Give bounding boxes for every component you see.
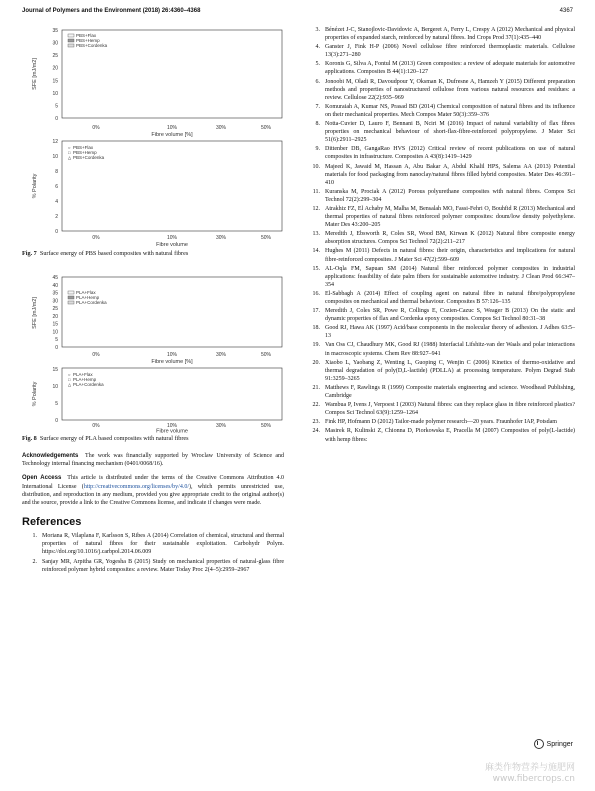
reference-item — [305, 60, 575, 76]
legend-entry: PLA+Cordenka — [73, 382, 104, 387]
reference-number: 2. — [32, 558, 37, 565]
caption-number: Fig. 8 — [22, 435, 37, 442]
reference-number: 12. — [312, 205, 320, 212]
publisher-logo — [534, 739, 573, 749]
legend-entry: PBS+Cordenka — [76, 43, 108, 48]
fig8-top-xtick: 50% — [260, 352, 272, 358]
reference-item — [305, 163, 575, 187]
legend-entry: PBS+Flax — [73, 145, 94, 150]
reference-item — [305, 145, 575, 161]
open-access-notice — [22, 474, 284, 507]
reference-item — [305, 188, 575, 204]
open-access-heading: Open Access — [22, 475, 62, 482]
fig7-top-ytick: 0 — [55, 116, 58, 122]
reference-number: 20. — [312, 359, 320, 366]
site-watermark — [485, 763, 575, 785]
fig8-top-ytick: 25 — [52, 306, 58, 313]
svg-text:○: ○ — [68, 372, 71, 377]
reference-number: 19. — [312, 342, 320, 349]
watermark-line: 麻类作物营养与施肥网 — [484, 763, 575, 773]
reference-text: Sanjay MR, Arpitha GR, Yogesha B (2015) Study on mechanical properties of natural-glass fibre reinforced polymer hybrid composites: a review. Mater Today Proc 2(4–5):2959–2967 — [42, 558, 284, 573]
reference-item — [305, 205, 575, 229]
fig8-top-xtick: 30% — [215, 352, 227, 358]
open-access-text: This article is distributed under the terms of the Creative Commons Attribution 4.0 International License ( — [22, 475, 285, 490]
fig7-top-xtick: 30% — [215, 125, 227, 131]
reference-text: Jonoobi M, Oladi R, Davoudpour Y, Oksman K, Dufresne A, Hamzeh Y (2015) Different preparation methods and properties of nanostructured cellulose from various natural resources and residues: a review. Cellulose 22(2):935–969 — [325, 78, 575, 101]
open-access-text-cont: ), which permits unrestricted use, distribution, and reproduction in any medium, provided you give appropriate credit to the original author(s) and the source, provide a link to the Creative Commons license, and indicate if changes were made. — [22, 483, 284, 507]
fig8-bottom-ytick: 10 — [52, 384, 58, 390]
fig7-top-ytick: 20 — [52, 65, 58, 72]
acknowledgements-heading: Acknowledgements — [22, 453, 79, 459]
reference-number: 21. — [312, 384, 320, 391]
reference-text: AL-Oqla FM, Sapuan SM (2014) Natural fiber reinforced polymer composites in industrial applications: feasibility of date palm fibers for sustainable automotive industry. J Clean Prod 66:347–354 — [325, 265, 575, 288]
figure-7 — [22, 26, 284, 257]
legend-entry: PLA+Cordenka — [76, 300, 107, 305]
reference-number: 17. — [312, 308, 320, 315]
figure-7-plot — [22, 26, 284, 248]
fig8-top-ytick: 40 — [52, 282, 58, 289]
reference-text: Majeed K, Jawaid M, Hassan A, Abu Bakar A, Abdul Khalil HPS, Salema AA (2013) Potential materials for food packaging from nanoclay/natural fibres filled hybrid composites. Mater Des 46:391–410 — [325, 163, 575, 186]
fig8-bottom-xtick: 50% — [260, 423, 272, 429]
page-number: 4367 — [559, 8, 573, 14]
fig8-bottom-ylabel: % Polarity — [32, 381, 38, 407]
fig7-bottom-ytick: 4 — [55, 199, 58, 205]
legend-entry: PLA+Flax — [76, 290, 96, 295]
caption-text: Surface energy of PLA based composites with natural fibres — [39, 435, 189, 442]
fig7-top-xtick: 50% — [260, 125, 272, 131]
fig8-bottom-legend — [68, 372, 104, 387]
figure-8-caption — [22, 435, 284, 442]
running-header — [22, 6, 573, 16]
fig8-top-ylabel: SFE [mJ/m2] — [32, 297, 38, 329]
acknowledgements-text: The work was financially supported by Wroclaw University of Science and Technology internal financing mechanism (0401/0068/16). — [22, 453, 284, 468]
reference-number: 8. — [315, 121, 320, 128]
svg-text:□: □ — [68, 150, 71, 155]
fig8-mid-xlabel: Fibre volume [%] — [151, 359, 193, 365]
reference-item — [305, 230, 575, 246]
fig8-top-ytick: 35 — [52, 290, 58, 297]
reference-text: Masirek R, Kulinski Z, Chionna D, Piorkowska E, Pracella M (2007) Composites of poly(L-lactide) with hemp fibres: — [325, 428, 575, 443]
reference-text: Ganster J, Fink H-P (2006) Novel cellulose fibre reinforced thermoplastic materials. Cellulose 13(3):271–280 — [325, 44, 575, 59]
fig7-bottom-xtick: 30% — [215, 235, 227, 241]
reference-text: Fink HP, Hofmann D (2012) Tailor-made polymer research—20 years. Fraunhofer IAP, Potsdam — [325, 419, 557, 426]
reference-number: 22. — [312, 402, 320, 409]
fig8-top-frame — [62, 277, 282, 347]
reference-text: Xiaobo L, Yaobang Z, Wenting L, Guoping C, Wenjin C (2006) Kinetics of thermo-oxidative and thermal degradation of poly(D,L-lactide) (PDLLA) at processing temperature. Polym Degrad Stab 91:3259–3265 — [325, 359, 575, 382]
left-column — [22, 26, 284, 575]
fig7-bottom-ytick: 2 — [55, 214, 58, 220]
fig7-bottom-ytick: 8 — [55, 169, 58, 175]
fig7-top-legend — [68, 33, 108, 48]
reference-text: Good RJ, Hawa AK (1997) Acid/base components in the molecular theory of adhesion. J Adhes 63:5–13 — [325, 325, 575, 340]
reference-number: 7. — [315, 103, 320, 110]
fig8-top-xtick: 0% — [92, 352, 100, 358]
reference-item — [305, 290, 575, 306]
svg-text:△: △ — [68, 155, 72, 160]
fig7-bottom-ytick: 6 — [55, 184, 58, 190]
reference-item — [305, 401, 575, 417]
reference-text: Dittenber DB, GangaRao HVS (2012) Critical review of recent publications on use of natural composites in infrastructure. Composites A 43(8):1419–1429 — [325, 146, 575, 161]
fig7-bottom-ytick: 0 — [55, 229, 58, 235]
fig8-top-ytick: 10 — [52, 329, 58, 336]
legend-entry: PBS+Cordenka — [73, 155, 105, 160]
reference-text: Notta-Cuvier D, Lauro F, Bennani B, Nciri M (2016) Impact of natural variability of flax fibres properties on mechanical behaviour of short-flax-fibre-reinforced polypropylene. J Mater Sci 51(6):2911–2925 — [325, 121, 575, 144]
reference-number: 5. — [315, 61, 320, 68]
reference-number: 14. — [312, 248, 320, 255]
publisher-name: Springer — [546, 740, 573, 748]
reference-item — [305, 78, 575, 102]
acknowledgements — [22, 452, 284, 468]
reference-item — [305, 384, 575, 400]
reference-text: Kuranska M, Prociak A (2012) Porous polyurethane composites with natural fibres. Compos Sci Technol 72(2):299–304 — [325, 188, 575, 203]
fig7-bottom-ytick: 10 — [52, 154, 58, 160]
reference-number: 11. — [312, 188, 320, 195]
fig7-top-ytick: 35 — [52, 28, 58, 34]
reference-number: 9. — [315, 146, 320, 153]
fig7-top-ytick: 30 — [52, 40, 58, 47]
legend-entry: PBS+Hemp — [73, 150, 97, 155]
fig7-bottom-ytick: 12 — [52, 139, 58, 145]
right-column — [305, 26, 575, 445]
reference-text: Matthews F, Rawlings R (1999) Composite materials engineering and science. Woodhead Publishing, Cambridge — [325, 384, 575, 400]
fig8-bottom-frame — [62, 368, 282, 420]
fig7-bottom-ylabel: % Polarity — [32, 173, 38, 199]
reference-item — [305, 43, 575, 59]
fig8-bottom-xtick: 0% — [92, 423, 100, 429]
reference-item — [22, 558, 284, 574]
reference-item — [305, 247, 575, 263]
reference-text: El-Sabbagh A (2014) Effect of coupling agent on natural fibre in natural fibre/polypropylene composites on mechanical and thermal behaviour. Composites B 57:126–135 — [325, 290, 575, 305]
reference-text: Meredith J, Coles SR, Powe R, Collings E, Cozien-Cazuc S, Weager B (2013) On the static and dynamic properties of flax and Cordenka epoxy composites. Compos Sci Technol 80:31–38 — [325, 308, 575, 323]
svg-text:○: ○ — [68, 145, 71, 150]
legend-entry: PBS+Flax — [76, 33, 97, 38]
reference-text: Meredith J, Ebsworth R, Coles SR, Wood BM, Kirwan K (2012) Natural fibre composite energy absorption structures. Compos Sci Technol 72(2):211–217 — [325, 231, 575, 246]
fig7-top-xtick: 10% — [166, 125, 178, 131]
fig8-bottom-xtick: 10% — [166, 423, 178, 429]
reference-text: Hughes M (2011) Defects in natural fibres: their origin, characteristics and implications for natural fibre-reinforced composites. J Mater Sci 47(2):599–609 — [325, 248, 575, 263]
fig8-top-xtick: 10% — [166, 352, 178, 358]
reference-number: 1. — [32, 533, 37, 540]
reference-number: 16. — [312, 290, 320, 297]
caption-number: Fig. 7 — [22, 250, 37, 257]
reference-item — [305, 26, 575, 42]
reference-item — [305, 324, 575, 340]
reference-item — [305, 427, 575, 443]
reference-number: 18. — [312, 325, 320, 332]
figure-8-plot — [22, 273, 284, 433]
reference-number: 24. — [312, 428, 320, 435]
reference-number: 4. — [315, 44, 320, 51]
reference-item — [305, 103, 575, 119]
reference-item — [305, 418, 575, 426]
reference-number: 3. — [315, 27, 320, 33]
svg-text:△: △ — [68, 382, 72, 387]
reference-number: 15. — [312, 265, 320, 272]
reference-text: Bénézet J-C, Stanojlovic-Davidovic A, Bergeret A, Ferry L, Crespy A (2012) Mechanical and physical properties of expanded starch, reinforced by natural fibres. Ind Crops Prod 37(1):435–440 — [325, 27, 575, 42]
fig8-bottom-ytick: 0 — [55, 418, 58, 424]
reference-item — [305, 341, 575, 357]
reference-text: Van Oss CJ, Chaudhury MK, Good RJ (1988) Interfacial Lifshitz-van der Waals and polar interactions in macroscopic systems. Chem Rev 88:927–941 — [325, 342, 575, 357]
fig7-top-ytick: 5 — [55, 103, 58, 110]
fig7-top-ytick: 25 — [52, 53, 58, 60]
fig8-bottom-xlabel: Fibre volume — [156, 428, 188, 433]
legend-entry: PBS+Hemp — [76, 38, 100, 43]
reference-item — [305, 359, 575, 383]
fig8-top-ytick: 5 — [55, 337, 58, 344]
reference-number: 10. — [312, 163, 320, 170]
fig8-top-ytick: 20 — [52, 313, 58, 320]
reference-text: Komuraiah A, Kumar NS, Prasad BD (2014) Chemical composition of natural fibres and its influence on their mechanical properties. Mech Compos Mater 50(3):359–376 — [325, 103, 575, 118]
fig7-top-ylabel: SFE [mJ/m2] — [32, 58, 38, 90]
legend-entry: PLA+Hemp — [76, 295, 100, 300]
springer-horse-icon — [534, 739, 544, 749]
watermark-line: www.fibercrops.cn — [492, 774, 575, 784]
license-link[interactable]: http://creativecommons.org/licenses/by/4.0/ — [83, 483, 190, 490]
reference-item — [305, 120, 575, 144]
fig8-bottom-ytick: 15 — [52, 367, 58, 373]
fig7-bottom-xtick: 0% — [92, 235, 100, 241]
references-left-list — [22, 532, 284, 573]
fig8-top-legend — [68, 290, 107, 305]
reference-text: Moriana R, Vilaplana F, Karlsson S, Ribes A (2014) Correlation of chemical, structural and thermal properties of natural fibres for their sustainable exploitation. Carbohydr Polym. https://doi.org/10.1016/j.carbpol.2014.06.009 — [42, 533, 284, 556]
fig8-bottom-ytick: 5 — [55, 401, 58, 407]
fig7-mid-xlabel: Fibre volume [%] — [151, 132, 193, 138]
fig7-top-ytick: 10 — [52, 90, 58, 97]
figure-8 — [22, 273, 284, 442]
fig8-top-ytick: 0 — [55, 345, 58, 351]
caption-text: Surface energy of PBS based composites with natural fibres — [39, 250, 189, 257]
fig8-top-ytick: 30 — [52, 298, 58, 305]
svg-text:□: □ — [68, 377, 71, 382]
references-right-list — [305, 26, 575, 444]
reference-number: 23. — [312, 419, 320, 426]
reference-text: Atrakhiz FZ, El Achaby M, Malha M, Bensalah MO, Fassi-Fehri O, Bouhfid R (2013) Mechanical and thermal properties of natural fibres reinforced polymer composites: doum/low density polyethylene. Mater Des 43:200–205 — [325, 205, 575, 229]
reference-number: 6. — [315, 78, 320, 85]
reference-item — [22, 532, 284, 556]
fig7-bottom-legend — [68, 145, 105, 160]
fig7-bottom-xlabel: Fibre volume — [156, 242, 188, 248]
references-heading: References — [22, 516, 82, 529]
fig7-bottom-xtick: 10% — [166, 235, 178, 241]
fig8-bottom-xtick: 30% — [215, 423, 227, 429]
reference-text: Wambua P, Ivens J, Verpoest I (2003) Natural fibres: can they replace glass in fibre reinforced plastics? Compos Sci Technol 63(9):1259–1264 — [325, 402, 575, 417]
fig7-top-xtick: 0% — [92, 125, 100, 131]
fig8-top-ytick: 15 — [52, 321, 58, 328]
legend-entry: PLA+Hemp — [73, 377, 97, 382]
reference-item — [305, 307, 575, 323]
reference-item — [305, 265, 575, 289]
fig8-top-ytick: 45 — [52, 275, 58, 281]
figure-7-caption — [22, 250, 284, 257]
reference-text: Koronis G, Silva A, Fontul M (2013) Green composites: a review of adequate materials for automotive applications. Composites B 44(1):120–127 — [325, 61, 575, 76]
fig7-top-ytick: 15 — [52, 78, 58, 85]
fig7-bottom-xtick: 50% — [260, 235, 272, 241]
reference-number: 13. — [312, 231, 320, 238]
journal-citation: Journal of Polymers and the Environment (2018) 26:4360–4368 — [22, 8, 201, 14]
legend-entry: PLA+Flax — [73, 372, 93, 377]
